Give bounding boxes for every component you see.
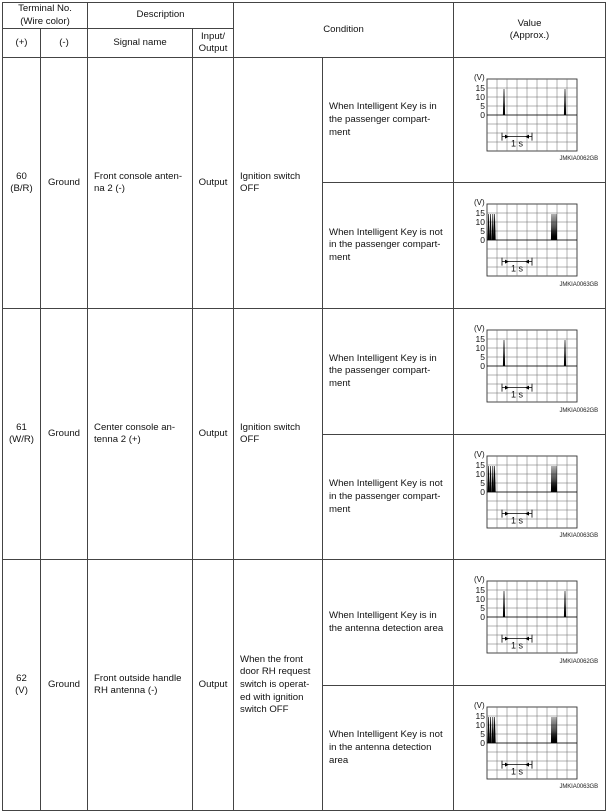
pulse-spike [494,214,496,240]
table-row [3,58,606,183]
value-label: Value [517,17,542,29]
terminal-data-table [2,2,606,811]
waveform-cell [454,560,606,686]
pulse-spike [555,466,557,492]
y-tick-label: 15 [475,460,486,471]
time-scale-label: 1 s [511,138,524,149]
time-scale-label: 1 s [511,515,524,526]
y-unit-label: (V) [474,324,485,334]
y-tick-label: 5 [480,729,486,740]
y-tick-label: 15 [475,83,486,94]
terminal-cell [3,560,41,811]
signal-name: Center console an- tenna 2 (+) [88,309,193,560]
minus-terminal: Ground [41,309,88,560]
pulse-spike [488,466,490,492]
waveform-graph [467,73,579,159]
input-output: Output [193,309,234,560]
wire-color: (B/R) [10,183,33,195]
input-output: Output [193,560,234,811]
waveform-cell [454,309,606,435]
y-tick-label: 15 [475,585,486,596]
y-tick-label: 15 [475,208,486,219]
waveform-graph [467,575,579,661]
condition-sub: When Intelligent Key is in the antenna detection area [323,560,454,686]
y-tick-label: 15 [475,334,486,345]
figure-code: JMKIA0062GB [559,408,599,415]
figure-code: JMKIA0062GB [559,156,599,163]
terminal-no-header [3,3,88,29]
condition-sub: When Intelligent Key is not in the passenger compart- ment [323,435,454,560]
pulse-spike [494,717,496,743]
pulse-spike [551,717,553,743]
table-row [3,560,606,686]
wire-color: (W/R) [8,434,35,446]
y-unit-label: (V) [474,701,485,711]
waveform-graph [467,701,579,787]
y-tick-label: 5 [480,478,486,489]
minus-header: (-) [41,29,88,58]
wire-color-label: (Wire color) [20,15,70,27]
figure-code: JMKIA0063GB [559,784,599,791]
description-header: Description [88,3,234,29]
time-scale-label: 1 s [511,640,524,651]
pulse-spike [492,466,494,492]
signal-name-header: Signal name [88,29,193,58]
y-tick-label: 10 [475,469,486,480]
y-tick-label: 10 [475,92,486,103]
approx-label: (Approx.) [509,30,550,42]
y-tick-label: 10 [475,343,486,354]
value-header [454,3,606,58]
pulse-spike [564,591,566,617]
pulse-spike [553,214,555,240]
wire-color: (V) [15,685,28,697]
y-tick-label: 5 [480,226,486,237]
input-output-header: Input/ Output [193,29,234,58]
terminal-number: 60 [16,170,27,182]
pulse-spike [490,214,492,240]
y-tick-label: 5 [480,352,486,363]
condition-sub: When Intelligent Key is in the passenger compart- ment [323,309,454,435]
y-unit-label: (V) [474,198,485,208]
waveform-graph [467,324,579,410]
y-tick-label: 0 [480,110,486,121]
condition-main: When the front door RH request switch is operat- ed with ignition switch OFF [234,560,323,811]
y-unit-label: (V) [474,450,485,460]
condition-header: Condition [234,3,454,58]
terminal-number: 61 [16,421,27,433]
condition-sub: When Intelligent Key is not in the passenger compart- ment [323,183,454,309]
y-tick-label: 5 [480,603,486,614]
pulse-spike [564,89,566,115]
pulse-spike [503,89,505,115]
time-scale-label: 1 s [511,389,524,400]
pulse-spike [488,717,490,743]
table-row [3,309,606,435]
terminal-no-label: Terminal No. [18,3,72,14]
y-tick-label: 0 [480,361,486,372]
y-tick-label: 0 [480,612,486,623]
y-tick-label: 10 [475,217,486,228]
y-unit-label: (V) [474,575,485,585]
y-tick-label: 5 [480,101,486,112]
waveform-graph [467,450,579,536]
pulse-spike [494,466,496,492]
terminal-cell [3,58,41,309]
pulse-spike [490,466,492,492]
minus-terminal: Ground [41,58,88,309]
time-scale-label: 1 s [511,766,524,777]
terminal-number: 62 [16,672,27,684]
time-scale-label: 1 s [511,263,524,274]
y-unit-label: (V) [474,73,485,83]
figure-code: JMKIA0063GB [559,533,599,540]
pulse-spike [553,466,555,492]
signal-name: Front console anten- na 2 (-) [88,58,193,309]
pulse-spike [551,466,553,492]
pulse-spike [564,340,566,366]
y-tick-label: 0 [480,738,486,749]
pulse-spike [492,214,494,240]
condition-main: Ignition switch OFF [234,58,323,309]
pulse-spike [490,717,492,743]
condition-sub: When Intelligent Key is not in the antenna detection area [323,686,454,811]
signal-name: Front outside handle RH antenna (-) [88,560,193,811]
pulse-spike [492,717,494,743]
y-tick-label: 0 [480,487,486,498]
condition-main: Ignition switch OFF [234,309,323,560]
condition-sub: When Intelligent Key is in the passenger compart- ment [323,58,454,183]
y-tick-label: 10 [475,720,486,731]
pulse-spike [555,214,557,240]
minus-terminal: Ground [41,560,88,811]
waveform-cell [454,183,606,309]
figure-code: JMKIA0062GB [559,659,599,666]
pulse-spike [503,340,505,366]
waveform-cell [454,58,606,183]
pulse-spike [551,214,553,240]
y-tick-label: 0 [480,235,486,246]
waveform-cell [454,686,606,811]
waveform-cell [454,435,606,560]
figure-code: JMKIA0063GB [559,282,599,289]
pulse-spike [553,717,555,743]
y-tick-label: 15 [475,711,486,722]
plus-header: (+) [3,29,41,58]
input-output: Output [193,58,234,309]
terminal-cell [3,309,41,560]
pulse-spike [488,214,490,240]
pulse-spike [555,717,557,743]
y-tick-label: 10 [475,594,486,605]
pulse-spike [503,591,505,617]
waveform-graph [467,198,579,284]
